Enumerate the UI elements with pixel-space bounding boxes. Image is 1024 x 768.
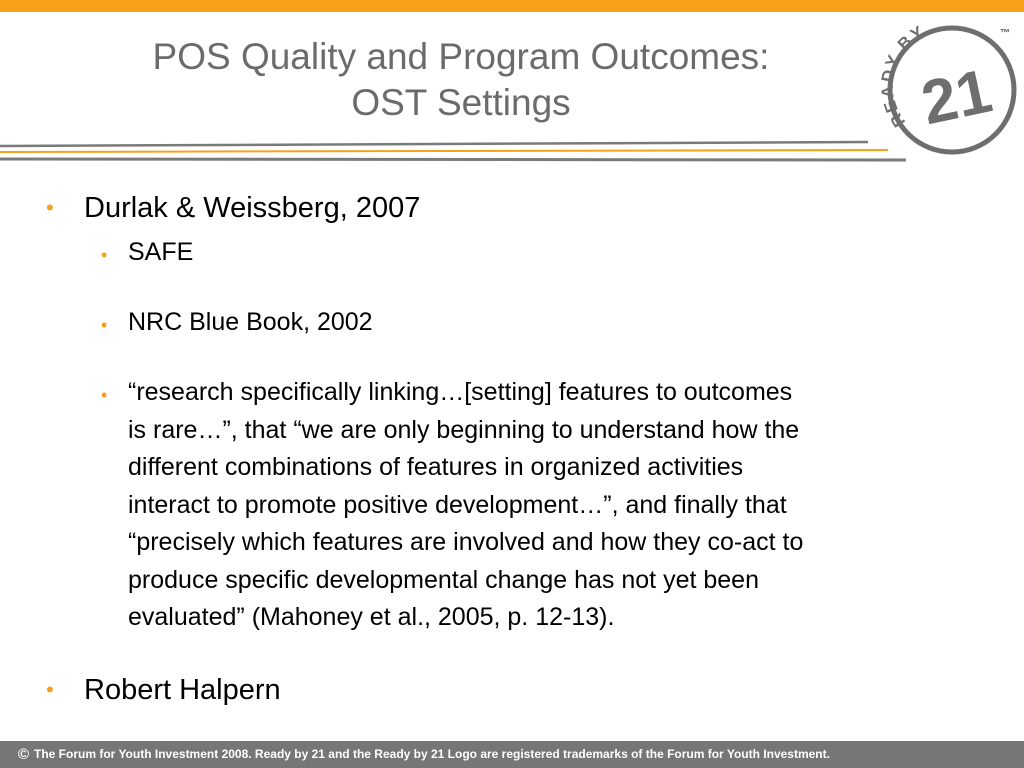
bullet-dot: • bbox=[101, 385, 108, 405]
quote-line: different combinations of features in organized activities bbox=[128, 453, 744, 481]
bullet-dot: • bbox=[101, 315, 108, 335]
quote-line: interact to promote positive development…”, and finally that bbox=[128, 490, 787, 519]
footer-text: The Forum for Youth Investment 2008. Ready by 21 and the Ready by 21 Logo are registered trademarks of the Forum for Youth Investment. bbox=[34, 747, 830, 761]
copyright-symbol: © bbox=[18, 746, 30, 763]
quote-line: is rare…”, that “we are only beginning to understand how the bbox=[128, 415, 800, 444]
bullet-safe: SAFE bbox=[128, 238, 194, 266]
bullet-nrc-blue-book: NRC Blue Book, 2002 bbox=[128, 308, 373, 336]
bullet-dot: • bbox=[101, 245, 108, 265]
title-line-2: OST Settings bbox=[351, 82, 571, 123]
quote-line: evaluated” (Mahoney et al., 2005, p. 12-13). bbox=[128, 603, 615, 631]
bullet-research-quote bbox=[128, 374, 988, 637]
quote-line: “research specifically linking…[setting] features to outcomes bbox=[128, 378, 793, 406]
logo-number: 21 bbox=[915, 56, 998, 139]
logo-trademark: ™ bbox=[1000, 28, 1010, 39]
bullet-dot: • bbox=[46, 195, 54, 220]
quote-line: produce specific developmental change has not yet been bbox=[128, 565, 759, 594]
bullet-robert-halpern: Robert Halpern bbox=[84, 674, 281, 706]
bullet-dot: • bbox=[46, 677, 54, 702]
footer-bar bbox=[0, 741, 1024, 768]
logo-arc-text: READY BY bbox=[877, 21, 929, 131]
quote-line: “precisely which features are involved and how they co-act to bbox=[128, 528, 804, 556]
bullet-durlak-weissberg: Durlak & Weissberg, 2007 bbox=[84, 192, 421, 224]
title-line-1: POS Quality and Program Outcomes: bbox=[152, 36, 770, 77]
